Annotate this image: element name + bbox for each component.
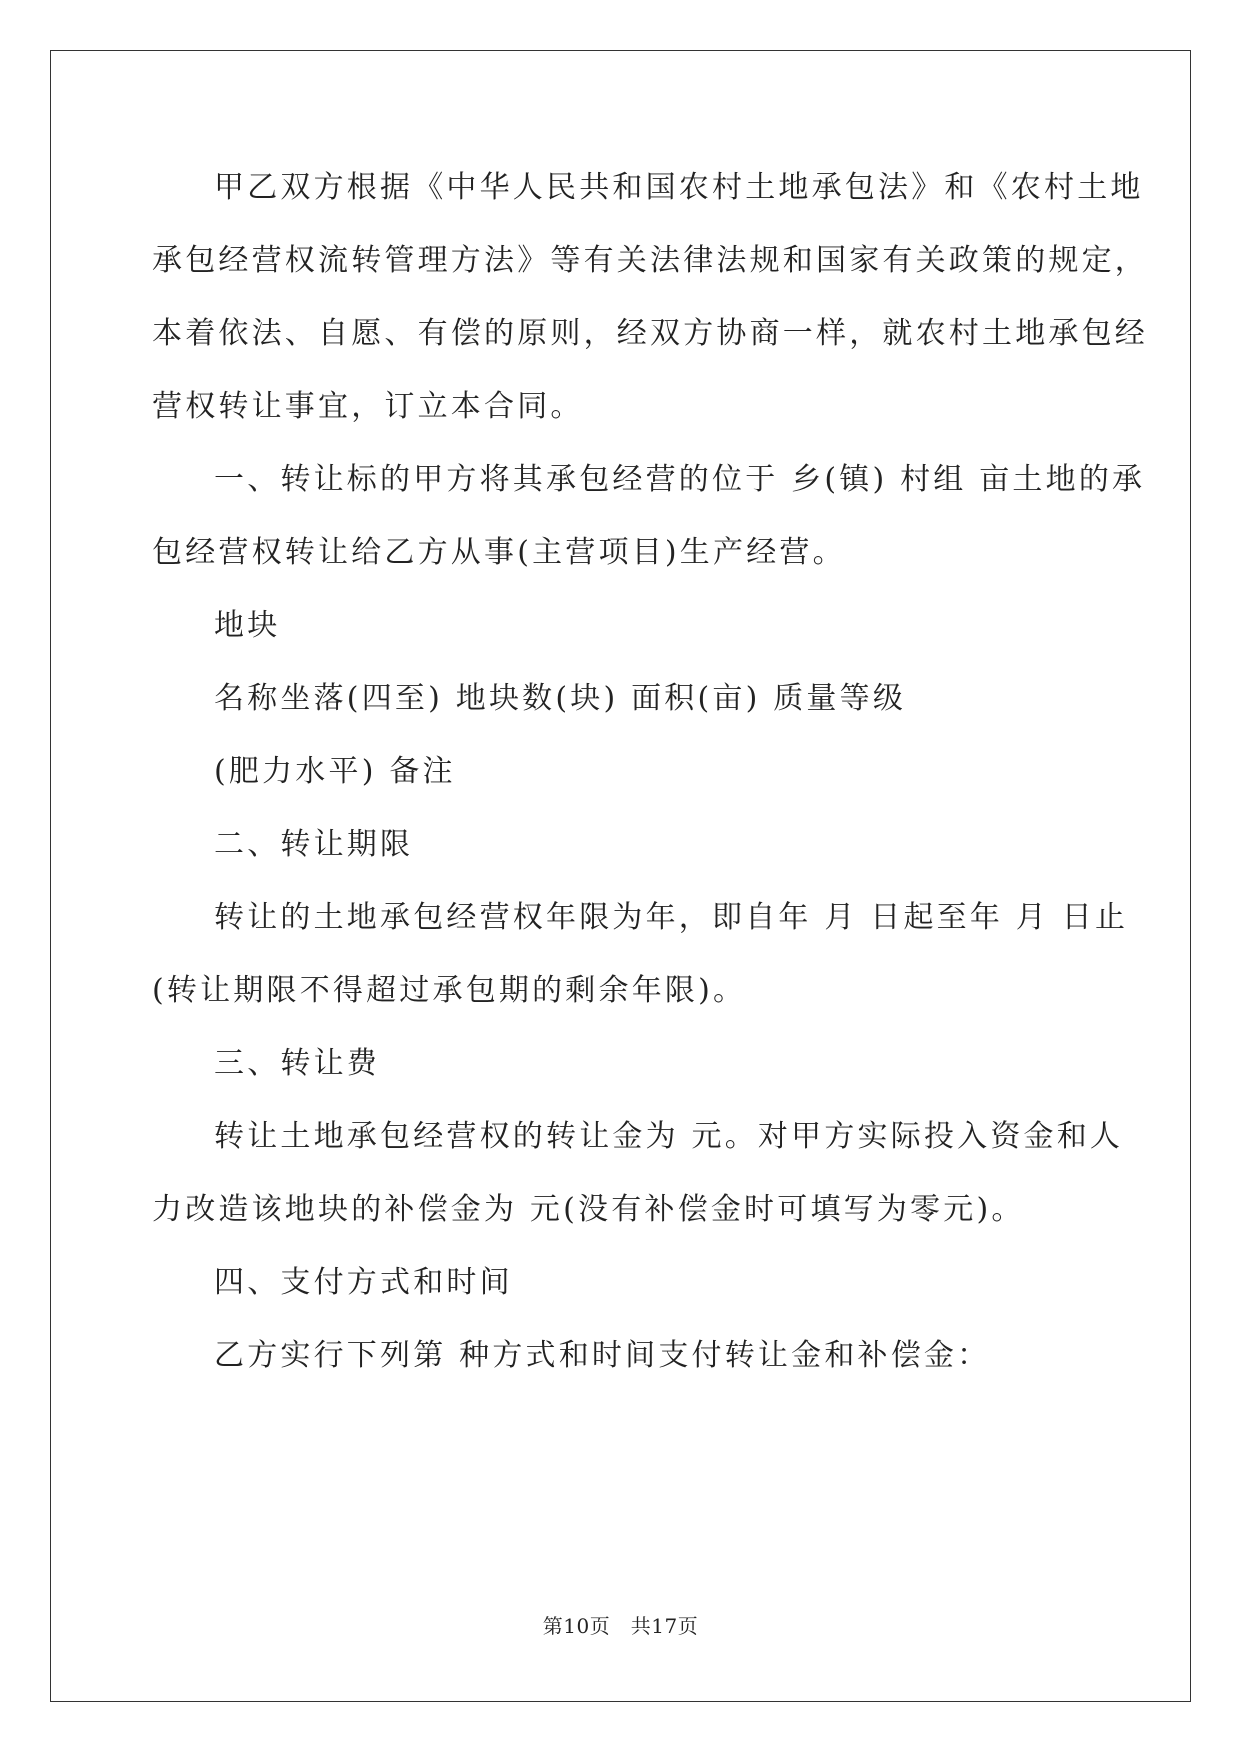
section-heading-fee: 三、转让费	[214, 1046, 380, 1081]
paragraph-line: 力改造该地块的补偿金为 元(没有补偿金时可填写为零元)。	[152, 1192, 1025, 1227]
page-border	[50, 50, 1191, 1702]
table-header-columns: 名称坐落(四至) 地块数(块) 面积(亩) 质量等级	[214, 681, 907, 716]
paragraph-line: 转让的土地承包经营权年限为年，即自年 月 日起至年 月 日止	[214, 900, 1129, 935]
paragraph-line: 包经营权转让给乙方从事(主营项目)生产经营。	[152, 535, 846, 570]
page-number-footer: 第10页 共17页	[542, 1614, 699, 1638]
section-heading-payment: 四、支付方式和时间	[214, 1265, 513, 1300]
paragraph-line: 甲乙双方根据《中华人民共和国农村土地承包法》和《农村土地	[214, 170, 1144, 205]
paragraph-line: 承包经营权流转管理方法》等有关法律法规和国家有关政策的规定，	[152, 243, 1148, 278]
paragraph-line: 乙方实行下列第 种方式和时间支付转让金和补偿金：	[214, 1338, 991, 1373]
paragraph-line: 本着依法、自愿、有偿的原则，经双方协商一样，就农村土地承包经	[152, 316, 1148, 351]
table-header-columns-cont: (肥力水平) 备注	[214, 754, 456, 789]
paragraph-line: 营权转让事宜，订立本合同。	[152, 389, 584, 424]
paragraph-line: (转让期限不得超过承包期的剩余年限)。	[152, 973, 747, 1008]
section-heading-term: 二、转让期限	[214, 827, 414, 862]
table-label-plot: 地块	[214, 608, 281, 643]
paragraph-line: 转让土地承包经营权的转让金为 元。对甲方实际投入资金和人	[214, 1119, 1124, 1154]
section-heading-transfer-subject: 一、转让标的甲方将其承包经营的位于 乡(镇) 村组 亩土地的承	[214, 462, 1146, 497]
